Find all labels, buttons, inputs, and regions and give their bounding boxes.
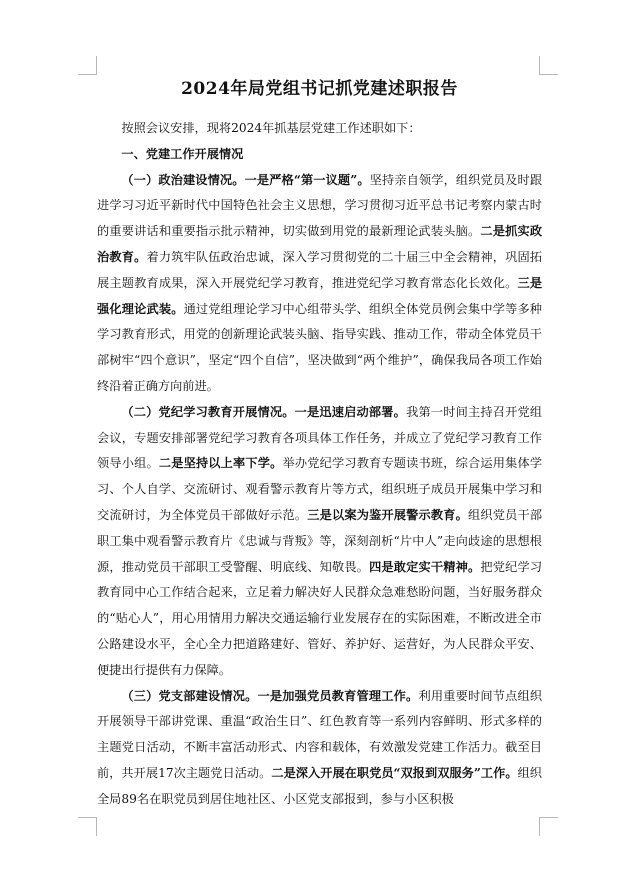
point-1-text: 利用重要时间节点组织开展领导干部讲党课、重温“政治生日”、红色教育等一系列内容鲜明、形式多样的主题党日活动，不断丰富活动形式、内容和载体，有效激发党建工作活力。截至目前，共开展17次主题党日活动。: [97, 688, 543, 780]
point-4-text: 把党纪学习教育同中心工作结合起来，立足着力解决好人民群众急难愁盼问题，当好服务群众的“贴心人”，用心用情用力解决交通运输行业发展存在的实际困难，不断改进全市公路建设水平，全心全力把道路建好、管好、养护好、运营好，为人民群众平安、便捷出行提供有力保障。: [97, 559, 543, 677]
subheading-discipline-education: （二）党纪学习教育开展情况。: [121, 404, 295, 419]
point-2-label: 二是坚持以上率下学。: [158, 456, 283, 471]
point-1-label: 一是严格“第一议题”。: [244, 172, 370, 187]
point-1-text: 坚持亲自领学，组织党员及时跟进学习习近平新时代中国特色社会主义思想，学习贯彻习近平总书记考察内蒙古时的重要讲话和重要指示批示精神，切实做到用党的最新理论武装头脑。: [97, 172, 543, 239]
point-3-label: 三是强化理论武装。: [97, 275, 543, 316]
point-2-label: 二是深入开展在职党员“双报到双服务”工作。: [271, 765, 518, 780]
point-2-text: 组织全局89名在职党员到居住地社区、小区党支部报到，参与小区积极: [97, 765, 542, 806]
crop-mark-bottom-left: [78, 817, 97, 836]
point-3-text: 组织党员干部职工集中观看警示教育片《忠诚与背叛》等，深刻剖析“片中人”走向歧途的思想根源，推动党员干部职工受警醒、明底线、知敬畏。: [97, 507, 543, 574]
intro-paragraph: 按照会议安排，现将2024年抓基层党建工作述职如下：: [121, 121, 421, 135]
point-2-label: 二是抓实政治教育。: [97, 224, 543, 264]
paragraph-discipline-education: [97, 400, 542, 684]
section-heading-1: 一、党建工作开展情况: [121, 146, 244, 161]
subheading-branch-building: （三）党支部建设情况。: [121, 688, 258, 703]
document-body: [97, 72, 542, 813]
point-2-text: 着力筑牢队伍政治忠诚，深入学习贯彻党的二十届三中全会精神，巩固拓展主题教育成果，深入开展党纪学习教育，推进党纪学习教育常态化长效化。: [97, 249, 543, 290]
crop-mark-bottom-right: [539, 817, 558, 836]
paragraph-branch-building: [97, 684, 542, 813]
point-1-label: 一是迅速启动部署。: [294, 404, 407, 419]
document-title: 2024年局党组书记抓党建述职报告: [181, 79, 458, 99]
point-2-text: 举办党纪学习教育专题读书班，综合运用集体学习、个人自学、交流研讨、观看警示教育片等方式，组织班子成员开展集中学习和交流研讨，为全体党员干部做好示范。: [97, 456, 543, 522]
point-3-label: 三是以案为鉴开展警示教育。: [307, 507, 468, 522]
point-1-label: 一是加强党员教育管理工作。: [257, 688, 419, 703]
point-1-text: 我第一时间主持召开党组会议，专题安排部署党纪学习教育各项具体工作任务，并成立了党纪学习教育工作领导小组。: [97, 404, 543, 471]
point-4-label: 四是敢定实干精神。: [369, 559, 481, 574]
point-3-text: 通过党组理论学习中心组带头学、组织全体党员例会集中学等多种学习教育形式，用党的创新理论武装头脑、指导实践、推动工作，带动全体党员干部树牢“四个意识”，坚定“四个自信”，坚决做到“两个维护”，确保我局各项工作始终沿着正确方向前进。: [97, 301, 542, 393]
paragraph-political-building: [97, 168, 542, 400]
subheading-political-building: （一）政治建设情况。: [121, 172, 245, 187]
crop-mark-top-left: [78, 56, 97, 75]
